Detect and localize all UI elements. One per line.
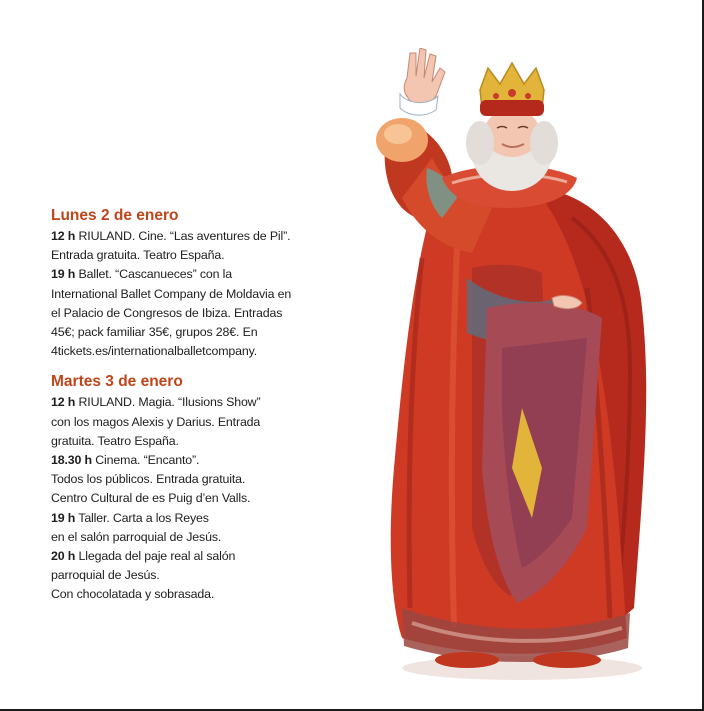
event-time: 20 h: [51, 549, 76, 564]
event-line: Todos los públicos. Entrada gratuita.: [51, 472, 246, 487]
event-item: [51, 509, 351, 547]
foot-right: [533, 652, 601, 668]
event-text: Cinema. “Encanto”.: [91, 453, 200, 468]
event-line: 45€; pack familiar 35€, grupos 28€. En: [51, 325, 258, 340]
event-time: 12 h: [51, 395, 76, 410]
foot-left: [435, 652, 499, 668]
king-illustration-icon: [372, 48, 672, 688]
event-text: RIULAND. Magia. “Ilusions Show”: [75, 395, 261, 410]
event-line: Centro Cultural de es Puig d’en Valls.: [51, 491, 251, 506]
event-item: [51, 451, 351, 509]
event-line: [51, 509, 351, 528]
event-time: 19 h: [51, 267, 76, 282]
event-line: gratuita. Teatro España.: [51, 433, 179, 448]
event-line: [51, 227, 351, 246]
event-line: [51, 547, 351, 566]
event-item: [51, 547, 351, 605]
event-line: International Ballet Company de Moldavia en: [51, 286, 292, 301]
event-text: Taller. Carta a los Reyes: [75, 510, 209, 525]
event-time: 19 h: [51, 510, 76, 525]
event-time: 18.30 h: [51, 453, 92, 468]
event-line: el Palacio de Congresos de Ibiza. Entradas: [51, 305, 283, 320]
event-time: 12 h: [51, 229, 76, 243]
event-line: en el salón parroquial de Jesús.: [51, 529, 222, 544]
event-text: RIULAND. Cine. “Las aventures de Pil”.: [75, 229, 291, 243]
event-line: [51, 393, 351, 412]
waving-hand: [404, 48, 445, 105]
event-line: con los magos Alexis y Darius. Entrada: [51, 414, 261, 429]
day-heading: Lunes 2 de enero: [51, 207, 179, 224]
event-item: [51, 227, 351, 265]
day-block-tuesday: [51, 372, 351, 604]
schedule-column: [51, 206, 351, 605]
event-line: parroquial de Jesús.: [51, 568, 160, 583]
event-item: [51, 393, 351, 451]
day-block-monday: [51, 206, 351, 361]
event-text: Llegada del paje real al salón: [75, 549, 236, 564]
event-line: Entrada gratuita. Teatro España.: [51, 248, 225, 263]
event-text: Ballet. “Cascanueces” con la: [75, 267, 233, 282]
event-link-text: 4tickets.es/internationalballetcompany.: [51, 344, 258, 359]
event-item: [51, 265, 351, 361]
event-line: Con chocolatada y sobrasada.: [51, 587, 215, 602]
event-line: [51, 265, 351, 284]
event-line: [51, 451, 351, 470]
day-heading: Martes 3 de enero: [51, 373, 183, 391]
